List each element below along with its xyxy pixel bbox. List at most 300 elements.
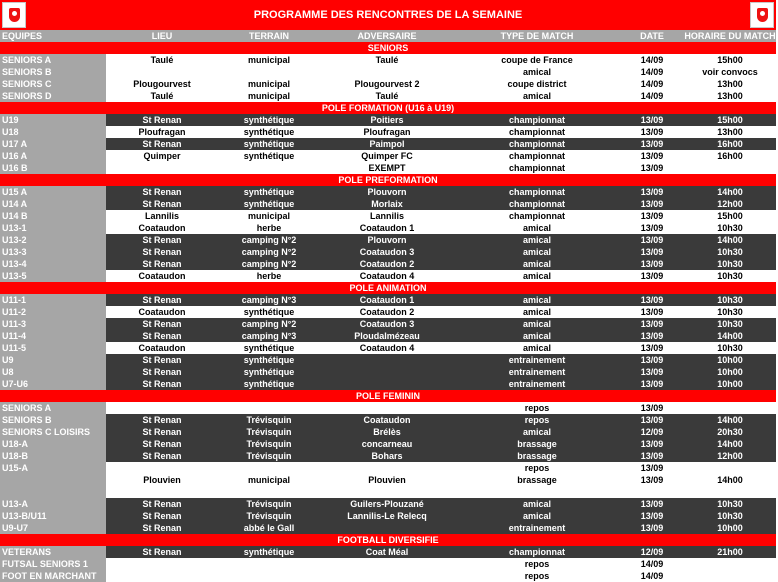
date-cell: 12/09 <box>620 546 684 558</box>
date-cell: 13/09 <box>620 234 684 246</box>
team-cell: U13-1 <box>0 222 106 234</box>
pitch-cell: municipal <box>218 474 320 486</box>
opponent-cell <box>320 558 454 570</box>
team-cell: U11-1 <box>0 294 106 306</box>
date-cell: 13/09 <box>620 414 684 426</box>
table-row <box>0 570 776 582</box>
schedule-table <box>0 30 776 582</box>
table-row <box>0 366 776 378</box>
team-cell: U14 B <box>0 210 106 222</box>
team-cell: SENIORS A <box>0 54 106 66</box>
team-cell: SENIORS B <box>0 66 106 78</box>
table-row <box>0 558 776 570</box>
pitch-cell: synthétique <box>218 126 320 138</box>
date-cell: 13/09 <box>620 318 684 330</box>
team-cell: U16 B <box>0 162 106 174</box>
pitch-cell: camping N°3 <box>218 330 320 342</box>
venue-cell: Ploufragan <box>106 126 218 138</box>
match-type-cell: amical <box>454 294 620 306</box>
venue-cell: St Renan <box>106 198 218 210</box>
date-cell: 13/09 <box>620 162 684 174</box>
venue-cell: St Renan <box>106 234 218 246</box>
match-type-cell: repos <box>454 414 620 426</box>
venue-cell: St Renan <box>106 498 218 510</box>
column-header: ADVERSAIRE <box>320 30 454 42</box>
table-row <box>0 246 776 258</box>
team-cell: U13-5 <box>0 270 106 282</box>
time-cell: 14h00 <box>684 474 776 486</box>
venue-cell: Lannilis <box>106 210 218 222</box>
date-cell: 13/09 <box>620 438 684 450</box>
venue-cell: St Renan <box>106 186 218 198</box>
section-title: POLE ANIMATION <box>0 282 776 294</box>
opponent-cell <box>320 486 454 498</box>
venue-cell: St Renan <box>106 546 218 558</box>
match-type-cell: amical <box>454 234 620 246</box>
column-header: TYPE DE MATCH <box>454 30 620 42</box>
match-type-cell: championnat <box>454 546 620 558</box>
pitch-cell: synthétique <box>218 366 320 378</box>
date-cell: 13/09 <box>620 510 684 522</box>
pitch-cell: camping N°2 <box>218 318 320 330</box>
pitch-cell: municipal <box>218 210 320 222</box>
match-type-cell <box>454 486 620 498</box>
pitch-cell: herbe <box>218 270 320 282</box>
match-type-cell: amical <box>454 498 620 510</box>
time-cell: 10h30 <box>684 318 776 330</box>
date-cell: 13/09 <box>620 342 684 354</box>
table-row <box>0 114 776 126</box>
pitch-cell: synthétique <box>218 342 320 354</box>
time-cell <box>684 558 776 570</box>
page-title: PROGRAMME DES RENCONTRES DE LA SEMAINE <box>253 9 523 21</box>
time-cell: 10h30 <box>684 306 776 318</box>
time-cell: 13h00 <box>684 126 776 138</box>
date-cell: 14/09 <box>620 78 684 90</box>
table-row <box>0 438 776 450</box>
team-cell: U13-A <box>0 498 106 510</box>
time-cell: 10h00 <box>684 378 776 390</box>
column-header-row <box>0 30 776 42</box>
time-cell: 14h00 <box>684 438 776 450</box>
table-row <box>0 222 776 234</box>
table-row <box>0 330 776 342</box>
table-row <box>0 150 776 162</box>
match-type-cell: championnat <box>454 150 620 162</box>
opponent-cell: Paimpol <box>320 138 454 150</box>
match-type-cell: brassage <box>454 438 620 450</box>
pitch-cell: Trévisquin <box>218 438 320 450</box>
opponent-cell: Coataudon 3 <box>320 246 454 258</box>
section-header-row <box>0 42 776 54</box>
pitch-cell: synthétique <box>218 150 320 162</box>
section-header-row <box>0 282 776 294</box>
time-cell: 10h30 <box>684 270 776 282</box>
date-cell: 13/09 <box>620 366 684 378</box>
opponent-cell <box>320 570 454 582</box>
table-row <box>0 126 776 138</box>
match-type-cell: brassage <box>454 450 620 462</box>
table-row <box>0 258 776 270</box>
opponent-cell: concarneau <box>320 438 454 450</box>
date-cell: 13/09 <box>620 186 684 198</box>
opponent-cell: Quimper FC <box>320 150 454 162</box>
table-row <box>0 270 776 282</box>
opponent-cell: Coataudon 3 <box>320 318 454 330</box>
match-type-cell: championnat <box>454 186 620 198</box>
venue-cell: St Renan <box>106 330 218 342</box>
time-cell: 13h00 <box>684 78 776 90</box>
section-title: FOOTBALL DIVERSIFIE <box>0 534 776 546</box>
team-cell: FUTSAL SENIORS 1 <box>0 558 106 570</box>
time-cell: 10h30 <box>684 246 776 258</box>
table-row <box>0 186 776 198</box>
pitch-cell: synthétique <box>218 198 320 210</box>
date-cell: 13/09 <box>620 474 684 486</box>
opponent-cell: Coataudon 2 <box>320 258 454 270</box>
venue-cell: St Renan <box>106 522 218 534</box>
team-cell: VETERANS <box>0 546 106 558</box>
date-cell: 13/09 <box>620 270 684 282</box>
match-type-cell: amical <box>454 90 620 102</box>
time-cell <box>684 402 776 414</box>
match-type-cell: championnat <box>454 114 620 126</box>
team-cell: U18-B <box>0 450 106 462</box>
team-cell: U11-2 <box>0 306 106 318</box>
venue-cell: St Renan <box>106 414 218 426</box>
opponent-cell: Coataudon 1 <box>320 294 454 306</box>
venue-cell: Coataudon <box>106 222 218 234</box>
match-type-cell: championnat <box>454 210 620 222</box>
club-crest-icon <box>750 2 774 28</box>
venue-cell: Coataudon <box>106 306 218 318</box>
time-cell: 10h00 <box>684 522 776 534</box>
pitch-cell: camping N°2 <box>218 258 320 270</box>
table-row <box>0 510 776 522</box>
venue-cell: St Renan <box>106 318 218 330</box>
opponent-cell: Plouvien <box>320 474 454 486</box>
time-cell <box>684 162 776 174</box>
team-cell: U15 A <box>0 186 106 198</box>
column-header: DATE <box>620 30 684 42</box>
table-row <box>0 306 776 318</box>
pitch-cell <box>218 462 320 474</box>
table-row <box>0 294 776 306</box>
pitch-cell: synthétique <box>218 186 320 198</box>
venue-cell: Taulé <box>106 90 218 102</box>
pitch-cell <box>218 570 320 582</box>
match-type-cell: championnat <box>454 198 620 210</box>
section-title: SENIORS <box>0 42 776 54</box>
date-cell: 13/09 <box>620 522 684 534</box>
time-cell: 10h30 <box>684 342 776 354</box>
table-row <box>0 402 776 414</box>
venue-cell: St Renan <box>106 510 218 522</box>
match-type-cell: championnat <box>454 126 620 138</box>
venue-cell: St Renan <box>106 258 218 270</box>
opponent-cell: Lannilis-Le Relecq <box>320 510 454 522</box>
date-cell: 13/09 <box>620 306 684 318</box>
team-cell: U16 A <box>0 150 106 162</box>
time-cell: 12h00 <box>684 198 776 210</box>
time-cell: voir convocs <box>684 66 776 78</box>
team-cell: U11-3 <box>0 318 106 330</box>
pitch-cell: municipal <box>218 54 320 66</box>
team-cell: U14 A <box>0 198 106 210</box>
venue-cell: Plougourvest <box>106 78 218 90</box>
opponent-cell: Coataudon 1 <box>320 222 454 234</box>
venue-cell <box>106 558 218 570</box>
date-cell: 13/09 <box>620 402 684 414</box>
time-cell: 10h30 <box>684 498 776 510</box>
venue-cell: St Renan <box>106 438 218 450</box>
match-type-cell: brassage <box>454 474 620 486</box>
team-cell: SENIORS A <box>0 402 106 414</box>
date-cell: 12/09 <box>620 426 684 438</box>
section-header-row <box>0 390 776 402</box>
table-row <box>0 138 776 150</box>
venue-cell <box>106 162 218 174</box>
opponent-cell <box>320 378 454 390</box>
section-header-row <box>0 174 776 186</box>
opponent-cell: Brélès <box>320 426 454 438</box>
date-cell: 13/09 <box>620 246 684 258</box>
match-type-cell: repos <box>454 462 620 474</box>
opponent-cell: Coataudon 4 <box>320 270 454 282</box>
time-cell: 10h30 <box>684 222 776 234</box>
match-type-cell: amical <box>454 510 620 522</box>
match-type-cell: entrainement <box>454 522 620 534</box>
table-row <box>0 414 776 426</box>
opponent-cell: Ploufragan <box>320 126 454 138</box>
pitch-cell: Trévisquin <box>218 450 320 462</box>
match-type-cell: entrainement <box>454 378 620 390</box>
team-cell: SENIORS B <box>0 414 106 426</box>
team-cell: SENIORS D <box>0 90 106 102</box>
pitch-cell: abbé le Gall <box>218 522 320 534</box>
opponent-cell: Guilers-Plouzané <box>320 498 454 510</box>
team-cell: U13-2 <box>0 234 106 246</box>
match-type-cell: coupe de France <box>454 54 620 66</box>
table-row <box>0 90 776 102</box>
opponent-cell: Coataudon 2 <box>320 306 454 318</box>
table-row <box>0 522 776 534</box>
team-cell: U13-3 <box>0 246 106 258</box>
opponent-cell: Plouvorn <box>320 234 454 246</box>
team-cell: U9 <box>0 354 106 366</box>
club-crest-icon <box>2 2 26 28</box>
match-type-cell: championnat <box>454 138 620 150</box>
venue-cell <box>106 402 218 414</box>
time-cell <box>684 486 776 498</box>
pitch-cell: herbe <box>218 222 320 234</box>
team-cell: U15-A <box>0 462 106 474</box>
time-cell <box>684 570 776 582</box>
venue-cell: St Renan <box>106 354 218 366</box>
time-cell: 10h30 <box>684 258 776 270</box>
table-row <box>0 210 776 222</box>
time-cell: 15h00 <box>684 210 776 222</box>
date-cell: 13/09 <box>620 150 684 162</box>
time-cell: 20h30 <box>684 426 776 438</box>
match-type-cell: amical <box>454 426 620 438</box>
match-type-cell: amical <box>454 246 620 258</box>
venue-cell: St Renan <box>106 366 218 378</box>
time-cell: 10h00 <box>684 366 776 378</box>
time-cell <box>684 462 776 474</box>
match-type-cell: amical <box>454 222 620 234</box>
venue-cell: Coataudon <box>106 270 218 282</box>
date-cell: 13/09 <box>620 114 684 126</box>
section-title: POLE FEMININ <box>0 390 776 402</box>
team-cell: U11-4 <box>0 330 106 342</box>
opponent-cell <box>320 402 454 414</box>
table-row <box>0 486 776 498</box>
time-cell: 15h00 <box>684 114 776 126</box>
table-row <box>0 66 776 78</box>
venue-cell: St Renan <box>106 294 218 306</box>
pitch-cell <box>218 402 320 414</box>
venue-cell <box>106 486 218 498</box>
match-type-cell: repos <box>454 558 620 570</box>
match-type-cell: championnat <box>454 162 620 174</box>
opponent-cell: Coat Méal <box>320 546 454 558</box>
pitch-cell: Trévisquin <box>218 426 320 438</box>
team-cell: U11-5 <box>0 342 106 354</box>
pitch-cell: synthétique <box>218 546 320 558</box>
time-cell: 10h30 <box>684 510 776 522</box>
section-header-row <box>0 534 776 546</box>
date-cell: 13/09 <box>620 222 684 234</box>
opponent-cell: Coataudon <box>320 414 454 426</box>
time-cell: 14h00 <box>684 234 776 246</box>
venue-cell: Taulé <box>106 54 218 66</box>
team-cell: U13-4 <box>0 258 106 270</box>
match-type-cell: repos <box>454 570 620 582</box>
time-cell: 15h00 <box>684 54 776 66</box>
venue-cell <box>106 66 218 78</box>
time-cell: 10h00 <box>684 354 776 366</box>
team-cell <box>0 474 106 486</box>
table-row <box>0 450 776 462</box>
section-title: POLE FORMATION (U16 à U19) <box>0 102 776 114</box>
pitch-cell: synthétique <box>218 138 320 150</box>
team-cell: SENIORS C LOISIRS <box>0 426 106 438</box>
team-cell: U18 <box>0 126 106 138</box>
opponent-cell: Plouvorn <box>320 186 454 198</box>
table-row <box>0 462 776 474</box>
match-type-cell: entrainement <box>454 354 620 366</box>
opponent-cell: Lannilis <box>320 210 454 222</box>
table-row <box>0 318 776 330</box>
match-type-cell: coupe district <box>454 78 620 90</box>
team-cell <box>0 486 106 498</box>
table-row <box>0 426 776 438</box>
pitch-cell: camping N°2 <box>218 246 320 258</box>
venue-cell: Quimper <box>106 150 218 162</box>
date-cell: 13/09 <box>620 498 684 510</box>
venue-cell: St Renan <box>106 138 218 150</box>
opponent-cell <box>320 462 454 474</box>
opponent-cell <box>320 354 454 366</box>
date-cell: 13/09 <box>620 330 684 342</box>
venue-cell: St Renan <box>106 246 218 258</box>
team-cell: U7-U6 <box>0 378 106 390</box>
table-row <box>0 474 776 486</box>
date-cell: 13/09 <box>620 354 684 366</box>
column-header: EQUIPES <box>0 30 106 42</box>
pitch-cell <box>218 558 320 570</box>
venue-cell <box>106 570 218 582</box>
team-cell: U19 <box>0 114 106 126</box>
date-cell: 13/09 <box>620 378 684 390</box>
venue-cell: Coataudon <box>106 342 218 354</box>
table-row <box>0 378 776 390</box>
opponent-cell: Bohars <box>320 450 454 462</box>
pitch-cell: municipal <box>218 78 320 90</box>
venue-cell: St Renan <box>106 450 218 462</box>
pitch-cell: camping N°3 <box>218 294 320 306</box>
match-type-cell: amical <box>454 342 620 354</box>
team-cell: U9-U7 <box>0 522 106 534</box>
time-cell: 21h00 <box>684 546 776 558</box>
table-row <box>0 546 776 558</box>
team-cell: U13-B/U11 <box>0 510 106 522</box>
date-cell: 13/09 <box>620 198 684 210</box>
date-cell: 14/09 <box>620 90 684 102</box>
match-type-cell: repos <box>454 402 620 414</box>
opponent-cell: Ploudalmézeau <box>320 330 454 342</box>
table-row <box>0 198 776 210</box>
column-header: LIEU <box>106 30 218 42</box>
table-row <box>0 234 776 246</box>
opponent-cell <box>320 366 454 378</box>
team-cell: FOOT EN MARCHANT <box>0 570 106 582</box>
pitch-cell: camping N°2 <box>218 234 320 246</box>
date-cell: 14/09 <box>620 570 684 582</box>
match-type-cell: amical <box>454 306 620 318</box>
opponent-cell: EXEMPT <box>320 162 454 174</box>
opponent-cell: Taulé <box>320 90 454 102</box>
time-cell: 14h00 <box>684 414 776 426</box>
pitch-cell <box>218 162 320 174</box>
match-type-cell: entrainement <box>454 366 620 378</box>
team-cell: U18-A <box>0 438 106 450</box>
opponent-cell: Taulé <box>320 54 454 66</box>
opponent-cell <box>320 66 454 78</box>
team-cell: SENIORS C <box>0 78 106 90</box>
table-row <box>0 54 776 66</box>
opponent-cell <box>320 522 454 534</box>
pitch-cell: municipal <box>218 90 320 102</box>
match-type-cell: amical <box>454 318 620 330</box>
team-cell: U8 <box>0 366 106 378</box>
opponent-cell: Poitiers <box>320 114 454 126</box>
section-title: POLE PREFORMATION <box>0 174 776 186</box>
time-cell: 16h00 <box>684 150 776 162</box>
pitch-cell <box>218 486 320 498</box>
date-cell: 14/09 <box>620 558 684 570</box>
pitch-cell: Trévisquin <box>218 414 320 426</box>
date-cell: 14/09 <box>620 66 684 78</box>
date-cell: 14/09 <box>620 54 684 66</box>
venue-cell: St Renan <box>106 378 218 390</box>
time-cell: 14h00 <box>684 330 776 342</box>
table-row <box>0 498 776 510</box>
time-cell: 13h00 <box>684 90 776 102</box>
match-type-cell: amical <box>454 66 620 78</box>
pitch-cell: synthétique <box>218 306 320 318</box>
